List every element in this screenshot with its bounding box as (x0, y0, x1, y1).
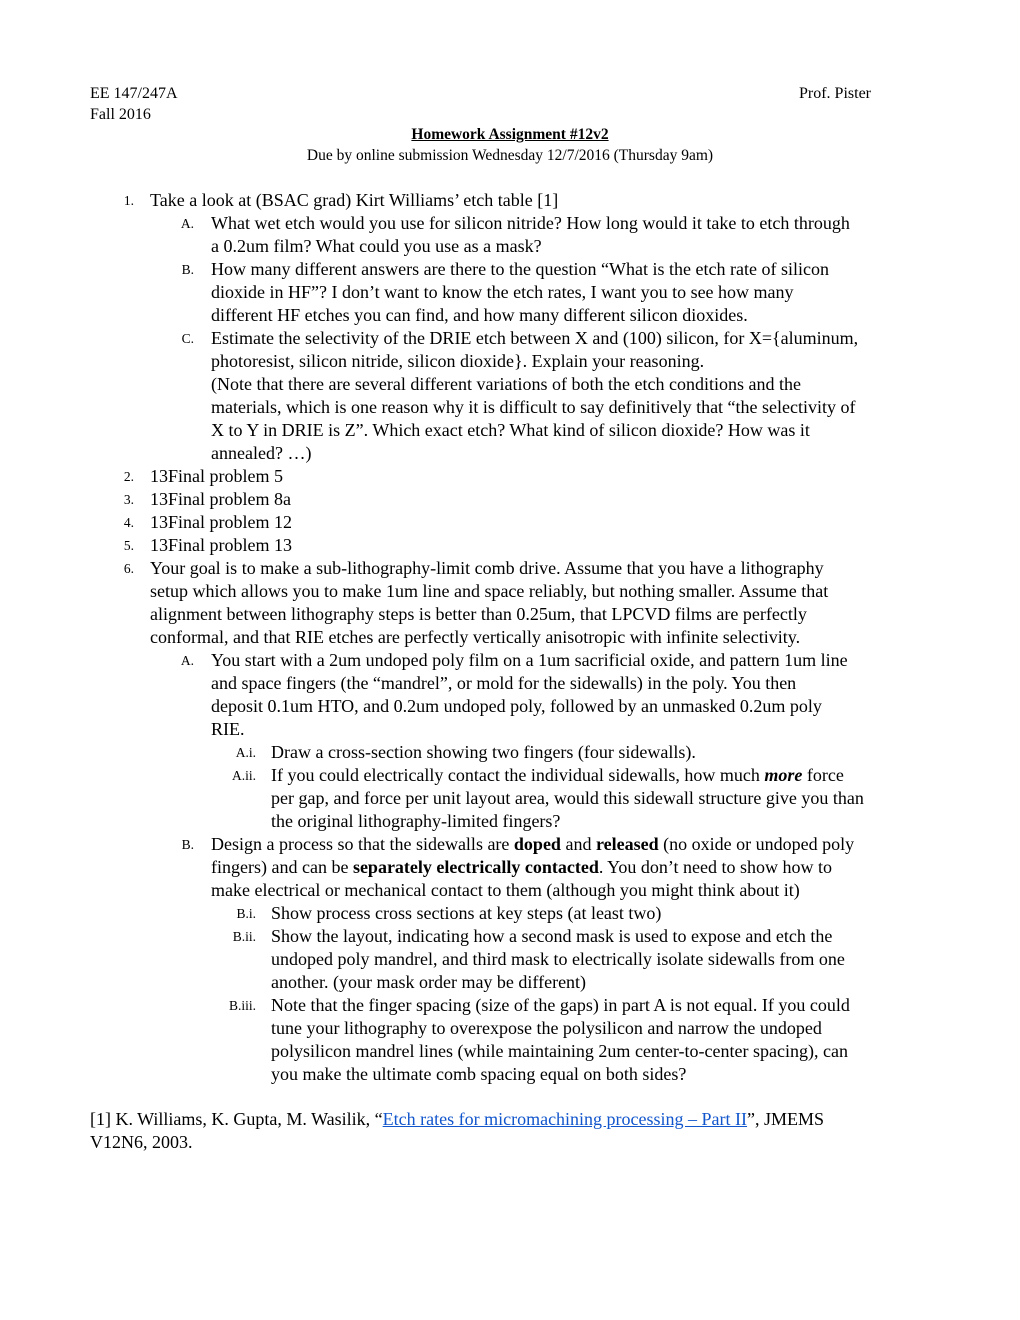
q3-text: 13Final problem 8a (150, 489, 291, 509)
q6aii-label: A.ii. (231, 768, 256, 783)
q1c-label: C. (181, 331, 194, 346)
q6bi-text: Show process cross sections at key steps (at least two) (271, 903, 662, 923)
q6bii-label: B.ii. (232, 929, 256, 944)
due-date: Due by online submission Wednesday 12/7/2016 (Thursday 9am) (306, 147, 714, 164)
q1-number: 1. (123, 193, 134, 208)
q4-number: 4. (123, 515, 134, 530)
q2-number: 2. (123, 469, 134, 484)
q1a-text: What wet etch would you use for silicon nitride? How long would it take to etch through a 0.2um film? What could you use as a mask? (211, 213, 850, 256)
q3-number: 3. (123, 492, 134, 507)
q6-text: Your goal is to make a sub-lithography-limit comb drive. Assume that you have a lithography setup which allows you to make 1um line and space reliably, but nothing smaller. Assume that alignment between lithography steps is better than 0.25um, that LPCVD films are perfectly conformal, and that RIE etches are perfectly vertically anisotropic with infinite selectivity. (150, 558, 829, 647)
q6biii-label: B.iii. (228, 998, 256, 1013)
q1-text: Take a look at (BSAC grad) Kirt Williams’ etch table [1] (150, 190, 559, 210)
q6-number: 6. (123, 561, 134, 576)
q6b-text: Design a process so that the sidewalls are doped and released (no oxide or undoped poly fingers) and can be separately electrically contacted. You don’t need to show how to make electrical or mechanical contact to them (although you might think about it) (211, 834, 855, 900)
q2-text: 13Final problem 5 (150, 466, 283, 486)
professor-name: Prof. Pister (799, 85, 871, 102)
q1a-label: A. (180, 216, 194, 231)
q6a-label: A. (180, 653, 194, 668)
course-code: EE 147/247A (90, 85, 178, 102)
q6ai-text: Draw a cross-section showing two fingers (four sidewalls). (271, 742, 696, 762)
q6ai-label: A.i. (235, 745, 256, 760)
reference-link[interactable]: Etch rates for micromachining processing – Part II (382, 1109, 748, 1129)
q6biii-text: Note that the finger spacing (size of the gaps) in part A is not equal. If you could tune your lithography to overexpose the polysilicon and narrow the undoped polysilicon mandrel lines (while maintaining 2um center-to-center spacing), can you make the ultimate comb spacing equal on both sides? (271, 995, 850, 1084)
q5-number: 5. (123, 538, 134, 553)
q1b-label: B. (181, 262, 194, 277)
reference: [1] K. Williams, K. Gupta, M. Wasilik, “Etch rates for micromachining processing – Part II”, JMEMS V12N6, 2003. (90, 1109, 825, 1152)
q5-text: 13Final problem 13 (150, 535, 292, 555)
q6b-label: B. (181, 837, 194, 852)
q1b-text: How many different answers are there to the question “What is the etch rate of silicon dioxide in HF”? I don’t want to know the etch rates, I want you to see how many different HF etches you can find, and how many different silicon dioxides. (211, 259, 829, 325)
assignment-title: Homework Assignment #12v2 (411, 126, 609, 143)
q4-text: 13Final problem 12 (150, 512, 292, 532)
q6bii-text: Show the layout, indicating how a second mask is used to expose and etch the undoped poly mandrel, and third mask to electrically isolate sidewalls from one another. (your mask order may be different) (271, 926, 845, 992)
term: Fall 2016 (90, 106, 151, 123)
q6bi-label: B.i. (236, 906, 256, 921)
q6a-text: You start with a 2um undoped poly film on a 1um sacrificial oxide, and pattern 1um line and space fingers (the “mandrel”, or mold for the sidewalls) in the poly. You then deposit 0.1um HTO, and 0.2um undoped poly, followed by an unmasked 0.2um poly RIE. (211, 650, 848, 739)
q1c-text: Estimate the selectivity of the DRIE etch between X and (100) silicon, for X={aluminum, photoresist, silicon nitride, silicon dioxide}. Explain your reasoning. (Note that there are several different variations of both the etch conditions and the materials, which is one reason why it is difficult to say definitively that “the selectivity of X to Y in DRIE is Z”. Which exact etch? What kind of silicon dioxide? How was it annealed? …) (211, 328, 859, 463)
q6aii-text: If you could electrically contact the individual sidewalls, how much more force per gap, and force per unit layout area, would this sidewall structure give you than the original lithography-limited fingers? (271, 765, 864, 831)
